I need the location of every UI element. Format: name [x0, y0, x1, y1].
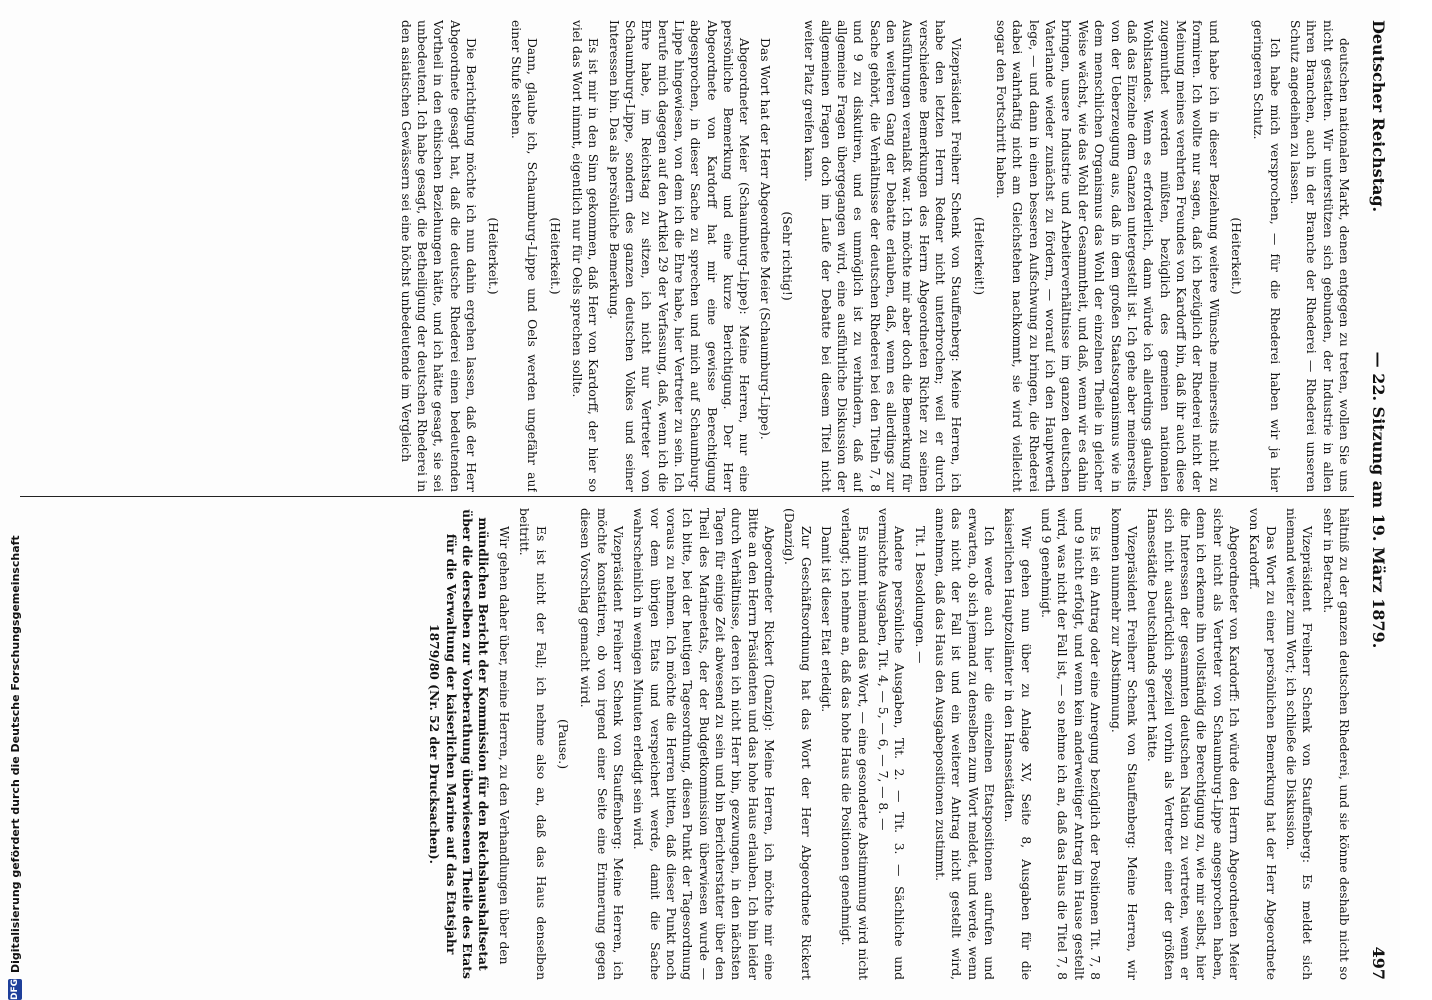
paragraph: Wir gehen daher über, meine Herren, zu den Verhandlungen über den: [496, 526, 511, 965]
paragraph: Abgeordneter Rickert (Danzig): Meine Herren, ich möchte mir eine Bitte an den Herrn Präsidenten und das hohe Haus erlauben. Ich bin leider durch Verhältnisse, deren ich nicht Herr bin, gezwungen, in den nächsten Tagen für einige Zeit abwesend zu sein und bin Berichterstatter über den Theil des Marineetats, der der Budgetkommission überwiesen wurde — Ich bitte, bei der heutigen Tagesordnung, diesen Punkt der Tagesordnung voraus zu nehmen. Ich möchte die Herren bitten, daß dieser Punkt noch vor dem übrigen Etats und verspeichert werde, damit die Sache wahrscheinlich in wenigen Minuten erledigt sein wird.: [631, 508, 776, 980]
agenda-item: mündlichen Bericht der Kommission für den Reichshaushaltsetat über die derselben zur Vorberathung überwiesenen Theile des Etats für die Verwaltung der kaiserlichen Marine auf das Etatsjahr 1879/80 (Nr. 52 der Drucksachen).: [427, 509, 492, 979]
paragraph: Ich werde auch hier die einzelnen Etatspositionen aufrufen und erwarten, ob sich jemand zu denselben zum Wort meldet, und werde, wenn das nicht der Fall ist und ein weiterer Antrag nicht gestellt wird, annehmen, daß das Haus den Ausgabepositionen zustimmt.: [933, 508, 997, 980]
paragraph: Andere persönliche Ausgaben, Tit. 2. — Tit. 3. — Sächliche und vermischte Ausgaben, Tit. 4, — 5, — 6, — 7, — 8. —: [876, 508, 907, 980]
paragraph: Das Wort hat der Herr Abgeordnete Meier (Schaumburg-Lippe).: [757, 38, 772, 440]
paragraph: Die Berichtigung möchte ich nun dahin ergehen lassen, daß der Herr Abgeordnete gesagt hat, daß die deutsche Rhederei einen bedeutenden Vortheil in den ethischen Beziehungen hätte, und ich hätte gesagt, sie sei unbedeutend. Ich habe gesagt, die Betheiligung der deutschen Rhederei in den asiatischen Gewässern sei eine höchst unbedeutende im Vergleich: [398, 20, 479, 492]
left-column: [22, 20, 1352, 492]
paragraph: Zur Geschäftsordnung hat das Wort der Herr Abgeordnete Rickert (Danzig).: [782, 508, 813, 980]
paragraph: Dann, glaube ich, Schaumburg-Lippe und Oels werden ungefähr auf einer Stufe stehen.: [508, 20, 540, 492]
digitization-credit: [0, 535, 30, 1000]
right-column: [22, 508, 1352, 980]
dfg-logo: DFG: [10, 978, 20, 1000]
header-session: — 22. Sitzung am 19. März 1879.: [1369, 351, 1388, 649]
page-header: [1362, 20, 1388, 980]
paragraph: Abgeordneter Meier (Schaumburg-Lippe): Meine Herren, nur eine persönliche Bemerkung und eine kurze Berichtigung. Der Herr Abgeordnete von Kardorff hat mir eine gewisse Berechtigung abgesprochen, in dieser Sache zu sprechen und mich auf Schaumburg-Lippe hingewiesen, von dem ich die Ehre habe, hier Vertreter zu sein. Ich berufe mich dagegen auf den Artikel 29 der Verfassung, daß, wenn ich die Ehre habe, im Reichstag zu sitzen, ich nicht nur Vertreter von Schaumburg-Lippe, sondern des ganzen deutschen Volkes und seiner Interessen bin. Das als persönliche Bemerkung.: [606, 20, 752, 492]
paragraph: deutschen nationalen Markt, denen entgegen zu treten, wollen Sie uns nicht gestatten. Wir unterstützen sich gebunden, der Industrie in allen ihren Branchen, auch in der Branche der Rhederei — Rhederei unseren Schutz angedeihen zu lassen.: [1287, 20, 1351, 492]
interjection: (Heiterkeit.): [547, 217, 562, 295]
header-title: Deutscher Reichstag.: [1369, 20, 1388, 213]
interjection: (Heiterkeit.): [1228, 217, 1243, 295]
paragraph: Damit ist dieser Etat erledigt.: [819, 526, 834, 713]
interjection: (Heiterkeit!): [971, 216, 986, 296]
interjection: (Sehr richtig!): [780, 211, 794, 301]
paragraph: Vizepräsident Freiherr Schenk von Stauffenberg: Meine Herren, ich habe den letzten Herrn Redner nicht unterbrochen; weil er durch verschiedene Bemerkungen des Herrn Abgeordneten Richter zu seinen Ausführungen veranlaßt war. Ich möchte mir aber doch die Bemerkung für den weiteren Gang der Debatte erlauben, daß, wenn es allerdings zur Sache gehört, die Verhältnisse der deutschen Rhederei bei den Titeln 7, 8 und 9 zu diskutiren, und es unmöglich ist zu verhindern, daß auf allgemeine Fragen übergegangen wird, eine ausführliche Diskussion der allgemeinen Fragen doch im Laufe der Debatte bei diesem Titel nicht weiter Platz greifen kann.: [802, 20, 964, 492]
paragraph: Es ist nicht der Fall; ich nehme also an, daß das Haus denselben beitritt.: [517, 508, 548, 980]
column-divider: [20, 496, 1354, 497]
paragraph: Ich habe mich versprochen, — für die Rhederei haben wir ja hier geringeren Schutz.: [1251, 20, 1282, 492]
paragraph: Tit. 1 Besoldungen. —: [912, 526, 927, 664]
paragraph: Das Wort zu einer persönlichen Bemerkung hat der Herr Abgeordnete von Kardorff.: [1247, 508, 1278, 980]
interjection: (Heiterkeit.): [486, 217, 501, 295]
paragraph: Es ist ein Antrag oder eine Anregung bezüglich der Positionen Tit. 7, 8 und 9 nicht erfolgt, und wenn kein anderweitiger Antrag im Hause gestellt wird, was nicht der Fall ist, — so nehme ich an, daß das Haus die Titel 7, 8 und 9 genehmigt.: [1039, 508, 1103, 980]
paragraph: Vizepräsident Freiherr Schenk von Stauffenberg: Es meldet sich niemand weiter zum Wort; ich schließe die Diskussion.: [1283, 508, 1315, 980]
paragraph: hältniß zu der ganzen deutschen Rhederei, und sie könne deshalb nicht so sehr in Betracht.: [1320, 508, 1351, 980]
paragraph: Vizepräsident Freiherr Schenk von Stauffenberg: Meine Herren, wir kommen nunmehr zur Abstimmung.: [1108, 508, 1139, 980]
interjection: (Pause.): [555, 718, 570, 770]
paragraph: Vizepräsident Freiherr Schenk von Stauffenberg: Meine Herren, ich möchte konstatiren, ob von irgend einer Seite eine Erinnerung gegen diesen Vorschlag gemacht wird.: [578, 508, 625, 980]
page-number: 497: [1369, 946, 1388, 980]
digitization-credit-text: Digitalisierung gefördert durch die Deutsche Forschungsgemeinschaft: [8, 535, 22, 973]
paragraph: Es nimmt niemand das Wort, — eine gesonderte Abstimmung wird nicht verlangt; ich nehme an, daß das hohe Haus die Positionen genehmigt.: [839, 508, 870, 980]
paragraph: Es ist mir in den Sinn gekommen, daß Herr von Kardorff, der hier so viel das Wort nimmt, eigentlich nur für Oels sprechen sollte.: [569, 20, 601, 492]
paragraph: Wir gehen nun über zu Anlage XV, Seite 8, Ausgaben für die kaiserlichen Hauptzollämter in den Hansestädten.: [1002, 508, 1033, 980]
paragraph: Abgeordneter von Kardorff: Ich würde den Herrn Abgeordneten Meier sicher nicht als Vertreter von Schaumburg-Lippe angesprochen haben, denn ich erkenne ihn vollständig die Berechtigung zu, wie mir selbst, hier die Interessen der gesammten deutschen Nation zu vertreten, wenn er sich nicht ausdrücklich speziell vorhin als Vertreter einer der größten Hansestädte Deutschlands geriert hätte.: [1145, 508, 1241, 980]
paragraph: und habe ich in dieser Beziehung weitere Wünsche meinerseits nicht zu formiren. Ich wollte nur sagen, daß ich bezüglich der Rhederei nicht der Meinung meines verehrten Freundes von Kardorff bin, daß ihr auch diese zugemuthet werden müßten, bezüglich des gemeinen nationalen Wohlstandes. Wenn es erforderlich, dann würde ich allerdings glauben, daß das Einzelne dem Ganzen untergestellt ist. Ich gehe aber meinerseits von der Ueberzeugung aus, daß in dem großen Staatsorganismus wie in dem menschlichen Organismus das Wohl der einzelnen Theile in gleicher Weise wächst, wie das Wohl der Gesammtheit, und daß, wenn wir es dahin bringen, unsere Industrie und Arbeiterverhältnisse im ganzen deutschen Vaterlande wieder zunächst zu fördern, — worauf ich den Hauptwerth lege, — und dann in einen besseren Aufschwung zu bringen, die Rhederei dabei wahrhaftig nicht am Gleichstehen nachkommt, sie wird vielleicht sogar den Fortschritt haben.: [994, 20, 1221, 492]
